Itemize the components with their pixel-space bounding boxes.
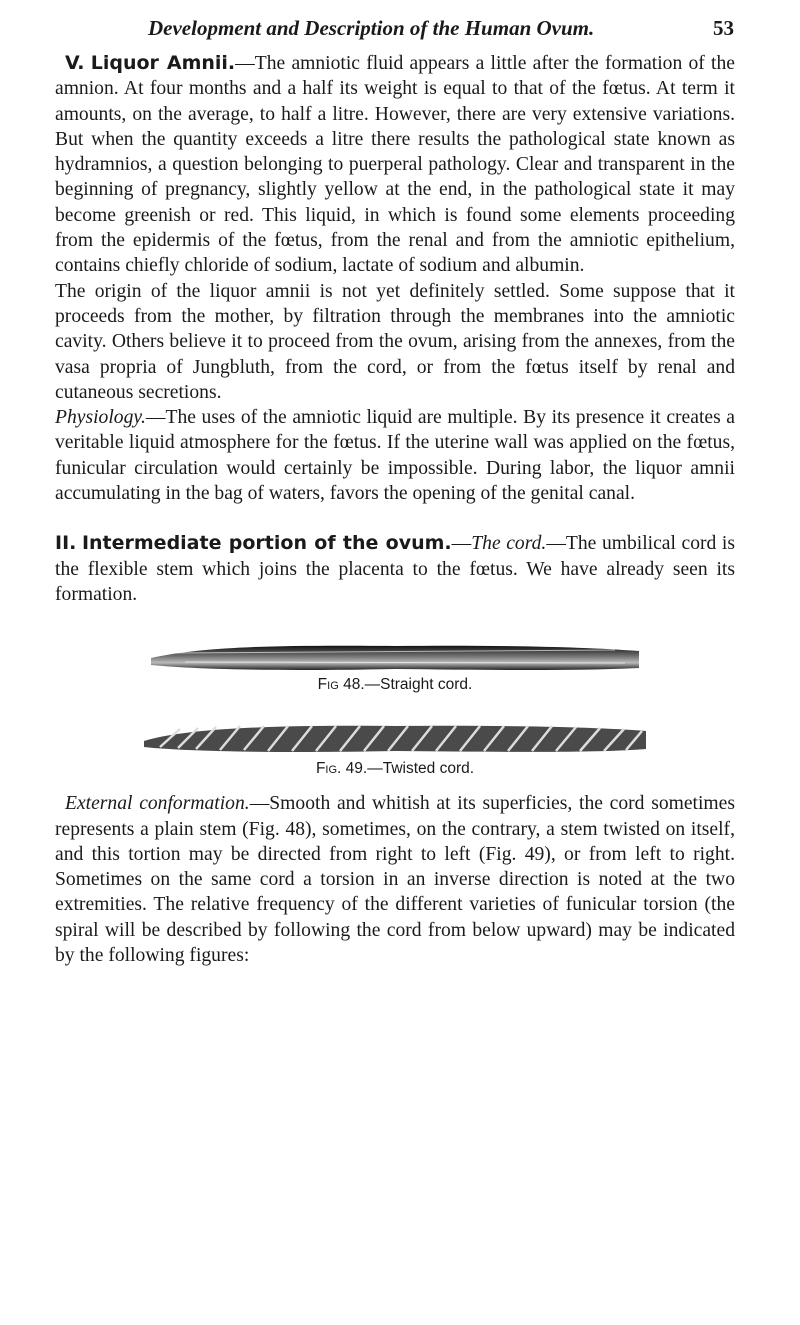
page-number: 53 [713, 16, 734, 40]
section-ii-number: II. [55, 532, 77, 555]
twisted-cord-illustration [140, 717, 650, 759]
em-dash: — [451, 533, 472, 555]
liquor-amnii-paragraph [55, 51, 735, 279]
cord-paragraph [55, 531, 735, 607]
cord-subhead: The cord. [471, 533, 547, 555]
figure-49 [55, 717, 735, 779]
page-header [52, 16, 734, 46]
external-text: —Smooth and whitish at its superficies, the cord sometimes represents a plain stem (Fig. 48), sometimes, on the contrary, a stem twisted on itself, and this tortion may be directed from right to left (Fig. 49), or from left to right. Sometimes on the same cord a torsion in an inverse direction is noted at the two extremities. The relative frequency of the different varieties of funicular torsion (the spiral will be described by following the cord from below upward) may be indicated by the following figures: [55, 793, 735, 967]
figure-49-caption: Fig. 49.—Twisted cord. [315, 760, 475, 778]
figure-48 [55, 641, 735, 695]
section-text: —The amniotic fluid appears a little after the formation of the amnion. At four months and a half its weight is equal to that of the fœtus. At term it amounts, on the average, to half a litre. However, there are very extensive variations. But when the quantity exceeds a litre there results the pathological state known as hydramnios, a question belonging to puerperal pathology. Clear and transparent in the beginning of pregnancy, slightly yellow at the end, in the pathological state it may become greenish or red. This liquid, in which is found some elements proceeding from the epidermis of the fœtus, from the renal and from the amniotic epithelium, contains chiefly chloride of sodium, lactate of sodium and albumin. [55, 53, 735, 277]
section-number: V. [65, 52, 85, 74]
running-title: Development and Description of the Human Ovum. [148, 16, 595, 40]
straight-cord-illustration [145, 641, 645, 675]
cord-text: —The umbilical cord is the flexible stem which joins the placenta to the fœtus. We have already seen its formation. [55, 533, 735, 605]
figure-48-caption: Fig 48.—Straight cord. [317, 676, 473, 694]
physiology-paragraph [55, 405, 735, 506]
external-label: External conformation. [65, 793, 250, 815]
origin-paragraph: The origin of the liquor amnii is not yet definitely settled. Some suppose that it proceeds from the mother, by filtration through the membranes into the amniotic cavity. Others believe it to proceed from the ovum, arising from the annexes, from the vasa propria of Jungbluth, from the cord, or from the fœtus itself by renal and cutaneous secretions. [55, 280, 735, 403]
section-ii-heading: Intermediate portion of the ovum. [81, 532, 452, 555]
physiology-label: Physiology. [55, 407, 146, 429]
section-heading: Liquor Amnii. [90, 52, 236, 74]
physiology-text: —The uses of the amniotic liquid are multiple. By its presence it creates a veritable liquid atmosphere for the fœtus. If the uterine wall was applied on the fœtus, funicular circulation would certainly be impossible. During labor, the liquor amnii accumulating in the bag of waters, favors the opening of the genital canal. [55, 407, 735, 505]
external-conformation-paragraph [55, 791, 735, 968]
page-body [55, 51, 735, 968]
